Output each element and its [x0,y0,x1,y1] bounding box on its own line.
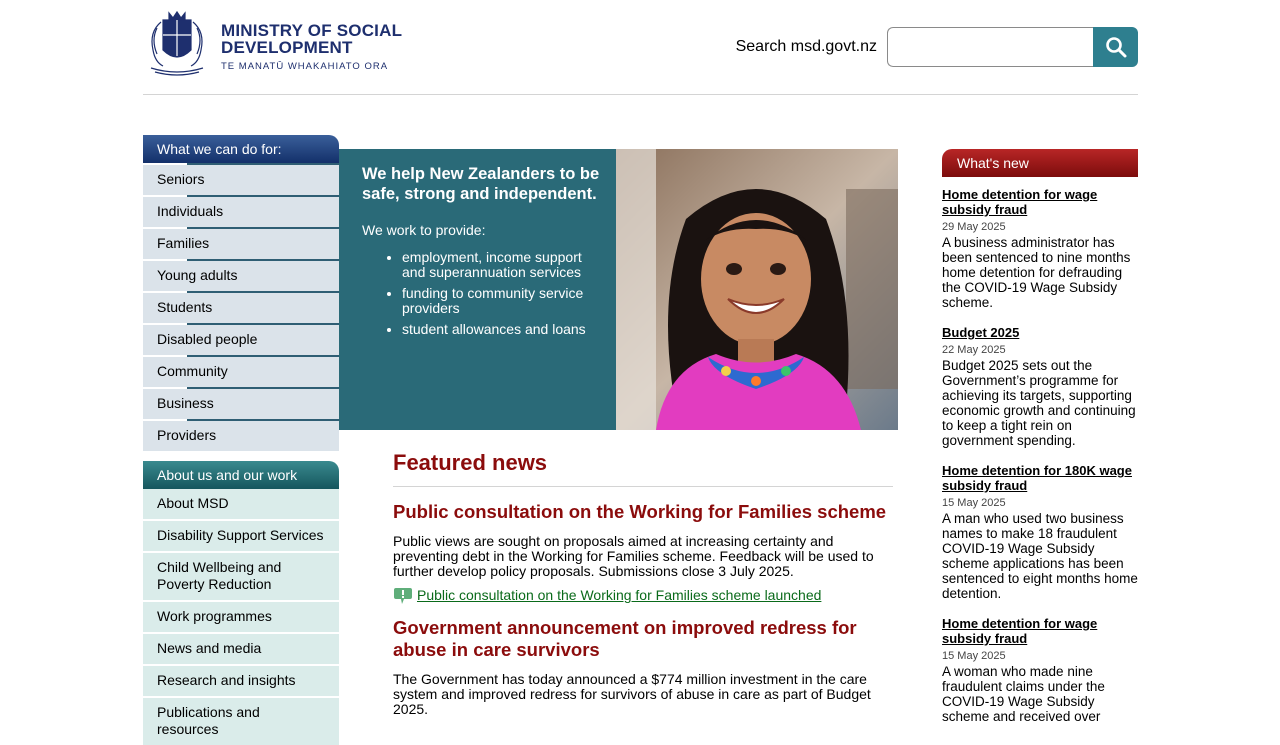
logo-subtitle: TE MANATŪ WHAKAHIATO ORA [221,61,389,72]
whats-new-heading: What's new [942,149,1138,177]
hero-photo-girl [616,149,898,430]
nav-item-business[interactable]: Business [143,387,339,419]
search-label: Search msd.govt.nz [735,38,877,55]
nav-heading-about-us: About us and our work [143,461,339,489]
nav-item-community[interactable]: Community [143,355,339,387]
hero-photo-illustration [616,149,898,430]
whats-new-item-date: 15 May 2025 [942,497,1006,509]
whats-new-item-date: 15 May 2025 [942,650,1006,662]
whats-new-item-title[interactable]: Home detention for wage subsidy fraud [942,187,1098,217]
nav-item-individuals[interactable]: Individuals [143,195,339,227]
nav-item-publications[interactable]: Publications and resources [143,696,339,745]
whats-new-item-body: A business administrator has been sentenced to nine months home detention for defrauding the COVID-19 Wage Subsidy scheme. [942,235,1131,310]
nav-item-providers[interactable]: Providers [143,419,339,451]
nav-item-disabled-people[interactable]: Disabled people [143,323,339,355]
whats-new-item [942,325,1138,448]
whats-new-item-body: Budget 2025 sets out the Government’s programme for achieving its targets, supporting economic growth and continuing to keep a tight rein on government spending. [942,358,1136,448]
whats-new-item-body: A woman who made nine fraudulent claims under the COVID-19 Wage Subsidy scheme and received over [942,664,1105,724]
speech-bubble-icon [393,585,413,605]
nz-coat-of-arms-icon [143,10,211,76]
whats-new-item [942,463,1138,601]
hero-bullet: • employment, income support and superannuation services [402,250,600,280]
hero-bullet: • funding to community service providers [402,286,600,316]
featured-news-title: Featured news [393,450,893,487]
hero-text-panel [339,149,616,430]
logo-title-line2: DEVELOPMENT [221,38,353,57]
nav-item-students[interactable]: Students [143,291,339,323]
nav-item-families[interactable]: Families [143,227,339,259]
search-button[interactable] [1093,27,1138,67]
whats-new-item [942,187,1138,310]
whats-new-item-title[interactable]: Home detention for wage subsidy fraud [942,616,1098,646]
news-item-title[interactable]: Government announcement on improved redress for abuse in care survivors [393,617,857,660]
whats-new-item-body: A man who used two business names to make 18 fraudulent COVID-19 Wage Subsidy scheme applications has been sentenced to eight months home detention. [942,511,1138,601]
nav-item-young-adults[interactable]: Young adults [143,259,339,291]
nav-item-research-insights[interactable]: Research and insights [143,664,339,696]
search-input[interactable] [887,27,1093,67]
nav-item-child-wellbeing[interactable]: Child Wellbeing and Poverty Reduction [143,551,339,600]
whats-new-item [942,616,1138,724]
whats-new-item-title[interactable]: Home detention for 180K wage subsidy fraud [942,463,1132,493]
news-item-body: Public views are sought on proposals aimed at increasing certainty and preventing debt in the Working for Families scheme. Feedback will be used to further develop policy proposals. Submissions close 3 July 2025. [393,533,874,579]
news-item-body: The Government has today announced a $774 million investment in the care system and improved redress for survivors of abuse in care as part of Budget 2025. [393,671,871,717]
news-item-title[interactable]: Public consultation on the Working for Families scheme [393,501,887,522]
msd-logo[interactable] [143,10,402,76]
whats-new-item-date: 22 May 2025 [942,344,1006,356]
hero-subheading: We work to provide: [362,222,486,238]
nav-item-news-media[interactable]: News and media [143,632,339,664]
site-search [736,27,1138,67]
whats-new-panel [942,149,1138,724]
logo-title-line1: MINISTRY OF SOCIAL [221,21,403,40]
whats-new-item-title[interactable]: Budget 2025 [942,325,1020,340]
news-item-link[interactable]: Public consultation on the Working for Families scheme launched [417,587,822,603]
search-icon [1105,36,1127,58]
hero-banner [339,149,898,430]
whats-new-item-date: 29 May 2025 [942,221,1006,233]
hero-heading: We help New Zealanders to be safe, strong and independent. [362,165,600,203]
hero-bullet: • student allowances and loans [402,322,600,337]
nav-about-us [143,461,339,745]
nav-item-about-msd[interactable]: About MSD [143,489,339,519]
news-item [393,501,893,605]
nav-item-work-programmes[interactable]: Work programmes [143,600,339,632]
nav-item-disability-support[interactable]: Disability Support Services [143,519,339,551]
news-item-link-row [393,585,893,605]
hero-bullet-list [362,250,600,337]
nav-what-we-can-do [143,135,339,451]
site-header [143,0,1138,95]
nav-heading-what-we-can-do: What we can do for: [143,135,339,163]
featured-news [393,450,893,717]
nav-item-seniors[interactable]: Seniors [143,163,339,195]
news-item [393,617,893,717]
